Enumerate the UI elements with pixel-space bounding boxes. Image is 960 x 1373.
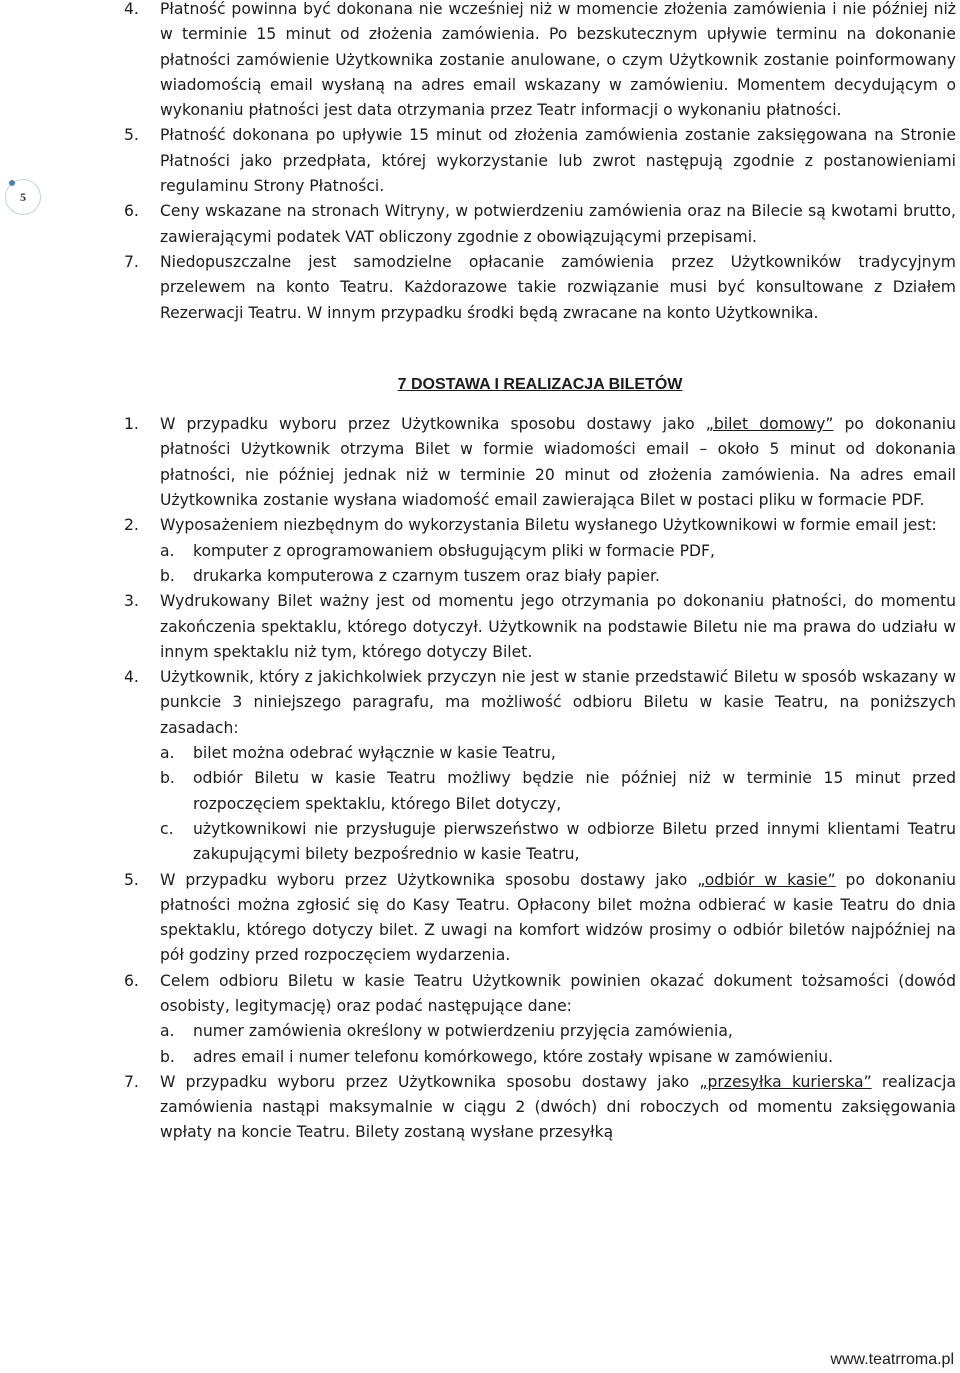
payment-item-text: Płatność dokonana po upływie 15 minut od złożenia zamówienia zostanie zaksięgowana na Stronie Płatności jako przedpłata, której wykorzystanie lub zwrot następują zgodnie z postanowieniami regulaminu Strony Płatności. (160, 126, 956, 196)
delivery-item-4: 4. Użytkownik, który z jakichkolwiek przyczyn nie jest w stanie przedstawić Biletu w sposób wskazany w punkcie 3 niniejszego paragrafu, ma możliwość odbioru Biletu w kasie Teatru, na poniższych zasadach: (124, 668, 956, 737)
delivery-item-2: 2. Wyposażeniem niezbędnym do wykorzystania Biletu wysłanego Użytkownikowi w formie email jest: (124, 516, 937, 535)
section-heading: 7 DOSTAWA I REALIZACJA BILETÓW (397, 375, 683, 393)
delivery-list (124, 412, 956, 1146)
payment-item-text: Niedopuszczalne jest samodzielne opłacanie zamówienia przez Użytkowników tradycyjnym przelewem na konto Teatru. Każdorazowe takie rozwiązanie musi być konsultowane z Działem Rezerwacji Teatru. W innym przypadku środki będą zwracane na konto Użytkownika. (160, 252, 956, 322)
delivery-option-courier: „przesyłka kurierska” (699, 1072, 872, 1091)
delivery-item-6a: a. numer zamówienia określony w potwierdzeniu przyjęcia zamówienia, (160, 1022, 733, 1041)
delivery-item-7: 7. W przypadku wyboru przez Użytkownika sposobu dostawy jako „przesyłka kurierska” realizacja zamówienia nastąpi maksymalnie w ciągu 2 (dwóch) dni roboczych od momentu zaksięgowania wpłaty na koncie Teatru. Bilety zostaną wysłane przesyłką (124, 1072, 957, 1142)
footer-url: www.teatrroma.pl (830, 1351, 954, 1368)
page-number-dot-icon (9, 180, 15, 186)
payment-item-text: Ceny wskazane na stronach Witryny, w potwierdzeniu zamówienia oraz na Bilecie są kwotami brutto, zawierającymi podatek VAT obliczony zgodnie z obowiązującymi przepisami. (160, 202, 956, 246)
document-body (124, 0, 956, 1146)
delivery-option-box-office: „odbiór w kasie” (697, 870, 836, 889)
delivery-item-2a: a. komputer z oprogramowaniem obsługującym pliki w formacie PDF, (160, 541, 715, 560)
payment-item-4: 4. Płatność powinna być dokonana nie wcześniej niż w momencie złożenia zamówienia i nie później niż w terminie 15 minut od złożenia zamówienia. Po bezskutecznym upływie terminu na dokonanie płatności zamówienie Użytkownika zostanie anulowane, o czym Użytkownik zostanie poinformowany wiadomością email wysłaną na adres email wskazany w zamówieniu. Momentem decydującym o wykonaniu płatności jest data otrzymania przez Teatr informacji o wykonaniu płatności. (124, 0, 956, 120)
payment-item-7: 7. Niedopuszczalne jest samodzielne opłacanie zamówienia przez Użytkowników tradycyjnym przelewem na konto Teatru. Każdorazowe takie rozwiązanie musi być konsultowane z Działem Rezerwacji Teatru. W innym przypadku środki będą zwracane na konto Użytkownika. (124, 252, 956, 322)
delivery-option-home-ticket: „bilet domowy” (705, 415, 834, 434)
delivery-item-4b: b. odbiór Biletu w kasie Teatru możliwy będzie nie później niż w terminie 15 minut przed rozpoczęciem spektaklu, którego Bilet dotyczy, (160, 769, 956, 813)
delivery-item-6b: b. adres email i numer telefonu komórkowego, które zostały wpisane w zamówieniu. (160, 1047, 834, 1066)
payment-list (124, 0, 956, 326)
delivery-item-6: 6. Celem odbioru Biletu w kasie Teatru Użytkownik powinien okazać dokument tożsamości (dowód osobisty, legitymację) oraz podać następujące dane: (124, 971, 956, 1015)
payment-item-text: Płatność powinna być dokonana nie wcześniej niż w momencie złożenia zamówienia i nie później niż w terminie 15 minut od złożenia zamówienia. Po bezskutecznym upływie terminu na dokonanie płatności zamówienie Użytkownika zostanie anulowane, o czym Użytkownik zostanie poinformowany wiadomością email wysłaną na adres email wskazany w zamówieniu. Momentem decydującym o wykonaniu płatności jest data otrzymania przez Teatr informacji o wykonaniu płatności. (160, 0, 956, 120)
delivery-item-4c: c. użytkownikowi nie przysługuje pierwszeństwo w odbiorze Biletu przed innymi klientami Teatru zakupującymi bilety bezpośrednio w kasie Teatru, (160, 819, 956, 864)
payment-item-5: 5. Płatność dokonana po upływie 15 minut od złożenia zamówienia zostanie zaksięgowana na Stronie Płatności jako przedpłata, której wykorzystanie lub zwrot następują zgodnie z postanowieniami regulaminu Strony Płatności. (124, 126, 956, 196)
page-number: 5 (20, 189, 26, 204)
delivery-item-1: 1. W przypadku wyboru przez Użytkownika sposobu dostawy jako „bilet domowy” po dokonaniu płatności Użytkownik otrzyma Bilet w formie wiadomości email – około 5 minut od dokonania płatności, nie później jednak niż w terminie 20 minut od złożenia zamówienia. Na adres email Użytkownika zostanie wysłana wiadomość email zawierająca Bilet w postaci pliku w formacie PDF. (124, 415, 956, 510)
delivery-item-5: 5. W przypadku wyboru przez Użytkownika sposobu dostawy jako „odbiór w kasie” po dokonaniu płatności można zgłosić się do Kasy Teatru. Opłacony bilet można odbierać w kasie Teatru do dnia spektaklu, którego dotyczy bilet. Z uwagi na komfort widzów prosimy o odbiór biletów najpóźniej na pół godziny przed rozpoczęciem wydarzenia. (124, 870, 956, 965)
payment-item-6: 6. Ceny wskazane na stronach Witryny, w potwierdzeniu zamówienia oraz na Bilecie są kwotami brutto, zawierającymi podatek VAT obliczony zgodnie z obowiązującymi przepisami. (124, 202, 956, 246)
delivery-item-4a: a. bilet można odebrać wyłącznie w kasie Teatru, (160, 744, 556, 763)
delivery-item-3: 3. Wydrukowany Bilet ważny jest od momentu jego otrzymania po dokonaniu płatności, do momentu zakończenia spektaklu, którego dotyczył. Użytkownik na podstawie Biletu nie ma prawa do udziału w innym spektaklu niż tym, którego dotyczy Bilet. (124, 592, 956, 661)
delivery-item-2b: b. drukarka komputerowa z czarnym tuszem oraz biały papier. (160, 566, 660, 585)
